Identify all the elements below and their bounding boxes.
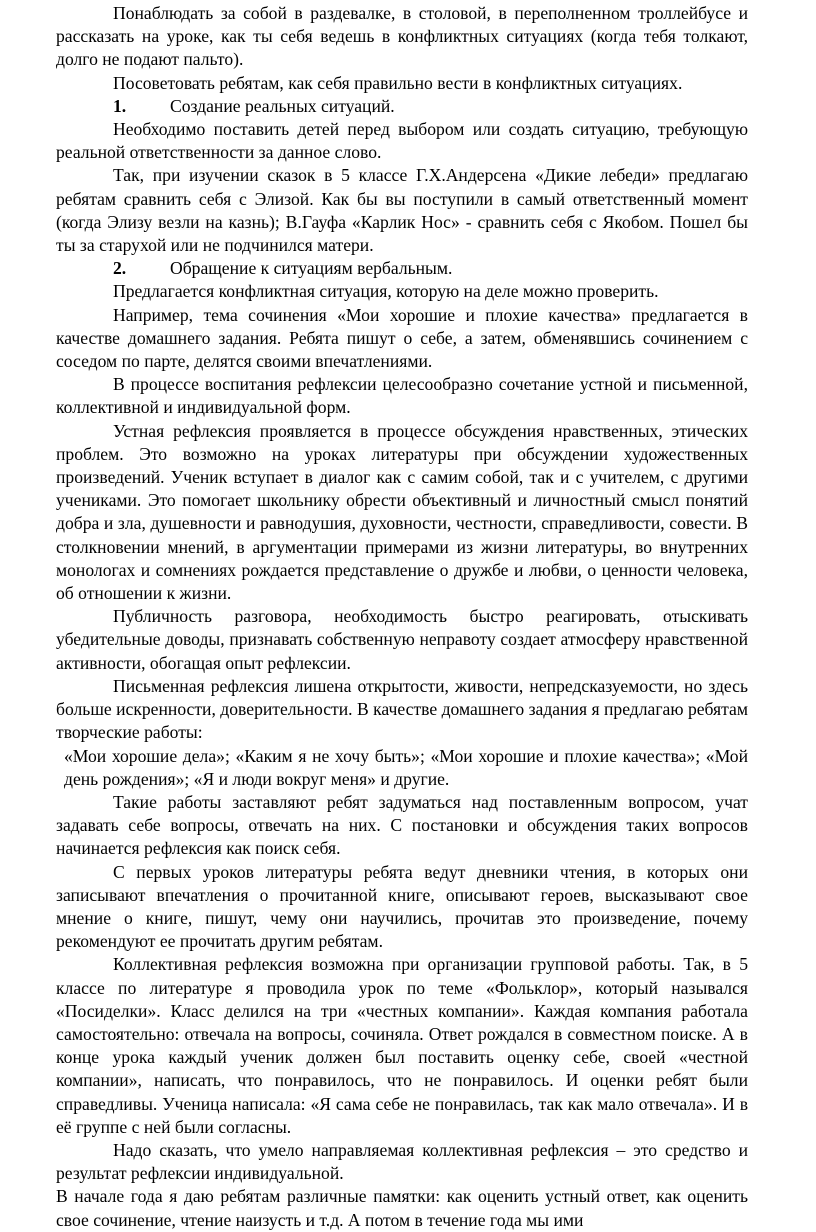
- paragraph-6: Например, тема сочинения «Мои хорошие и плохие качества» предлагается в качестве домашнего задания. Ребята пишут о себе, а затем, обменявшись сочинением с соседом по парте, делятся своими впечатлениями.: [56, 304, 748, 372]
- paragraph-11: «Мои хорошие дела»; «Каким я не хочу быть»; «Мои хорошие и плохие качества»; «Мой день рождения»; «Я и люди вокруг меня» и другие.: [64, 745, 748, 789]
- paragraph-5: Предлагается конфликтная ситуация, которую на деле можно проверить.: [113, 281, 659, 302]
- heading-2-number: 2.: [113, 258, 127, 279]
- heading-1-number: 1.: [113, 95, 127, 116]
- paragraph-4: Так, при изучении сказок в 5 классе Г.Х.Андерсена «Дикие лебеди» предлагаю ребятам сравнить себя с Элизой. Как бы вы поступили в самый ответственный момент (когда Элизу везли на казнь); В.Гауфа «Карлик Нос» - сравнить себя с Якобом. Пошел бы ты за старухой или не подчинился матери.: [56, 165, 748, 256]
- paragraph-10: Письменная рефлексия лишена открытости, живости, непредсказуемости, но здесь больше искренности, доверительности. В качестве домашнего задания я предлагаю ребятам творческие работы:: [56, 675, 748, 743]
- heading-2-text: Обращение к ситуациям вербальным.: [170, 258, 453, 279]
- paragraph-14: Коллективная рефлексия возможна при организации групповой работы. Так, в 5 классе по литературе я проводила урок по теме «Фольклор», который назывался «Посиделки». Класс делился на три «честных компании». Каждая компания работала самостоятельно: отвечала на вопросы, сочиняла. Ответ рождался в совместном поиске. А в конце урока каждый ученик должен был поставить оценку себе, своей «честной компании», написать, что понравилось, что не понравилось. И оценки ребят были справедливы. Ученица написала: «Я сама себе не понравилась, так как мало отвечала». И в её группе с ней были согласны.: [56, 954, 748, 1137]
- paragraph-2: Посоветовать ребятам, как себя правильно вести в конфликтных ситуациях.: [113, 72, 683, 93]
- paragraph-9: Публичность разговора, необходимость быстро реагировать, отыскивать убедительные доводы, признавать собственную неправоту создает атмосферу нравственной активности, обогащая опыт рефлексии.: [56, 606, 748, 673]
- paragraph-7: В процессе воспитания рефлексии целесообразно сочетание устной и письменной, коллективной и индивидуальной форм.: [56, 374, 748, 418]
- paragraph-16: В начале года я даю ребятам различные памятки: как оценить устный ответ, как оценить свое сочинение, чтение наизусть и т.д. А потом в течение года мы ими: [56, 1186, 748, 1230]
- numbered-heading-1: [56, 95, 748, 118]
- paragraph-3: Необходимо поставить детей перед выбором или создать ситуацию, требующую реальной ответственности за данное слово.: [56, 119, 748, 163]
- numbered-heading-2: [56, 257, 748, 280]
- paragraph-1: Понаблюдать за собой в раздевалке, в столовой, в переполненном троллейбусе и рассказать на уроке, как ты себя ведешь в конфликтных ситуациях (когда тебя толкают, долго не подают пальто).: [56, 3, 748, 70]
- paragraph-12: Такие работы заставляют ребят задуматься над поставленным вопросом, учат задавать себе вопросы, отвечать на них. С постановки и обсуждения таких вопросов начинается рефлексия как поиск себя.: [56, 791, 748, 859]
- paragraph-15: Надо сказать, что умело направляемая коллективная рефлексия – это средство и результат рефлексии индивидуальной.: [56, 1139, 748, 1184]
- paragraph-8: Устная рефлексия проявляется в процессе обсуждения нравственных, этических проблем. Это возможно на уроках литературы при обсуждении художественных произведений. Ученик вступает в диалог как с самим собой, так и с учителем, с другими учениками. Это помогает школьнику обрести объективный и личностный смысл понятий добра и зла, душевности и равнодушия, духовности, честности, справедливости, совести. В столкновении мнений, в аргументации примерами из жизни литературы, во внутренних монологах и сомнениях рождается представление о дружбе и любви, о ценности человека, об отношении к жизни.: [56, 420, 748, 604]
- heading-1-text: Создание реальных ситуаций.: [170, 95, 395, 116]
- paragraph-13: С первых уроков литературы ребята ведут дневники чтения, в которых они записывают впечатления о прочитанной книге, описывают героев, высказывают свое мнение о книге, пишут, чему они научились, прочитав это произведение, почему рекомендуют ее прочитать другим ребятам.: [56, 861, 748, 952]
